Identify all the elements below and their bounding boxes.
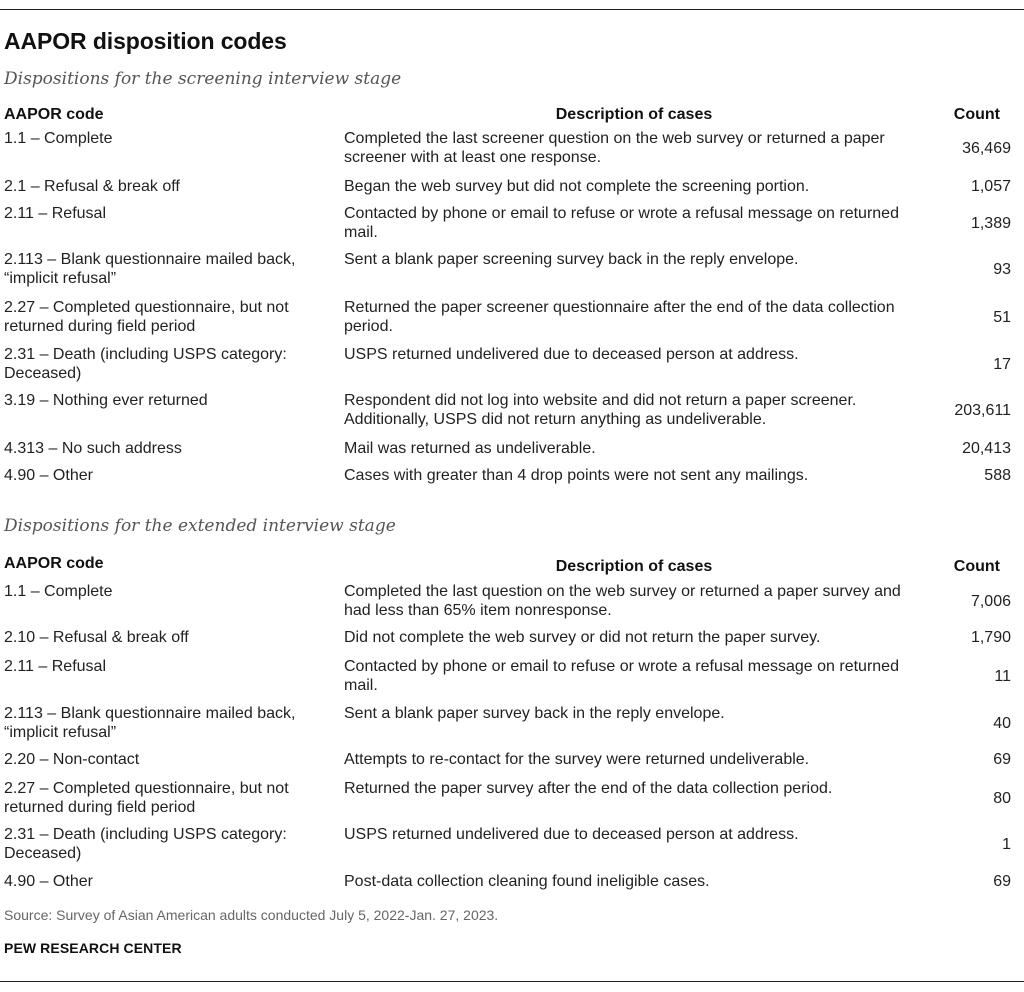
count-cell: 93 bbox=[993, 261, 1011, 278]
count-cell: 7,006 bbox=[970, 593, 1011, 610]
code-cell: 2.11 – Refusal bbox=[4, 658, 106, 675]
description-cell: Cases with greater than 4 drop points were not sent any mailings. bbox=[344, 467, 809, 484]
description-cell: Did not complete the web survey or did not return the paper survey. bbox=[344, 629, 821, 646]
description-cell: Returned the paper survey after the end of the data collection period. bbox=[344, 780, 833, 797]
count-cell: 17 bbox=[993, 356, 1011, 373]
code-cell: 2.31 – Death (including USPS category: Deceased) bbox=[4, 826, 287, 862]
description-cell: Attempts to re-contact for the survey were returned undeliverable. bbox=[344, 751, 810, 768]
screening-header-code: AAPOR code bbox=[4, 106, 104, 123]
extended-header-count: Count bbox=[953, 558, 1000, 575]
screening-header-description: Description of cases bbox=[555, 106, 713, 123]
description-cell: Returned the paper screener questionnaire after the end of the data collection period. bbox=[344, 299, 895, 335]
count-cell: 1,057 bbox=[970, 178, 1011, 195]
code-cell: 2.20 – Non-contact bbox=[4, 751, 140, 768]
description-cell: Began the web survey but did not complete the screening portion. bbox=[344, 178, 810, 195]
screening-header-count: Count bbox=[953, 106, 1000, 123]
extended-header-code: AAPOR code bbox=[4, 555, 104, 572]
code-cell: 4.90 – Other bbox=[4, 873, 93, 890]
count-cell: 1,389 bbox=[970, 215, 1011, 232]
bottom-rule bbox=[0, 981, 1024, 982]
extended-header-description: Description of cases bbox=[555, 558, 713, 575]
description-cell: USPS returned undelivered due to deceased person at address. bbox=[344, 346, 799, 363]
brand-logo-text: PEW RESEARCH CENTER bbox=[4, 940, 182, 956]
description-cell: USPS returned undelivered due to deceased person at address. bbox=[344, 826, 799, 843]
top-rule bbox=[0, 9, 1024, 10]
code-cell: 2.27 – Completed questionnaire, but not returned during field period bbox=[4, 780, 289, 816]
description-cell: Contacted by phone or email to refuse or wrote a refusal message on returned mail. bbox=[344, 658, 899, 694]
description-cell: Contacted by phone or email to refuse or wrote a refusal message on returned mail. bbox=[344, 205, 899, 241]
count-cell: 80 bbox=[993, 790, 1011, 807]
code-cell: 2.31 – Death (including USPS category: Deceased) bbox=[4, 346, 287, 382]
count-cell: 36,469 bbox=[962, 140, 1011, 157]
count-cell: 51 bbox=[993, 309, 1011, 326]
code-cell: 4.90 – Other bbox=[4, 467, 93, 484]
code-cell: 1.1 – Complete bbox=[4, 130, 113, 147]
count-cell: 588 bbox=[984, 467, 1011, 484]
code-cell: 1.1 – Complete bbox=[4, 583, 113, 600]
description-cell: Sent a blank paper screening survey back in the reply envelope. bbox=[344, 251, 799, 268]
count-cell: 20,413 bbox=[962, 440, 1011, 457]
description-cell: Completed the last question on the web survey or returned a paper survey and had less than 65% item nonresponse. bbox=[344, 583, 901, 619]
page-title: AAPOR disposition codes bbox=[4, 28, 287, 54]
count-cell: 11 bbox=[994, 668, 1011, 685]
count-cell: 1 bbox=[1002, 836, 1011, 853]
extended-subtitle: Dispositions for the extended interview stage bbox=[4, 516, 396, 536]
count-cell: 69 bbox=[993, 873, 1011, 890]
code-cell: 2.10 – Refusal & break off bbox=[4, 629, 189, 646]
code-cell: 3.19 – Nothing ever returned bbox=[4, 392, 208, 409]
code-cell: 2.1 – Refusal & break off bbox=[4, 178, 180, 195]
code-cell: 2.11 – Refusal bbox=[4, 205, 106, 222]
description-cell: Sent a blank paper survey back in the reply envelope. bbox=[344, 705, 725, 722]
count-cell: 203,611 bbox=[954, 402, 1011, 419]
code-cell: 4.313 – No such address bbox=[4, 440, 182, 457]
description-cell: Post-data collection cleaning found ineligible cases. bbox=[344, 873, 710, 890]
description-cell: Respondent did not log into website and did not return a paper screener. Additionally, USPS did not return anything as undeliverable. bbox=[344, 392, 857, 428]
code-cell: 2.27 – Completed questionnaire, but not returned during field period bbox=[4, 299, 289, 335]
count-cell: 69 bbox=[993, 751, 1011, 768]
count-cell: 40 bbox=[993, 715, 1011, 732]
description-cell: Mail was returned as undeliverable. bbox=[344, 440, 596, 457]
code-cell: 2.113 – Blank questionnaire mailed back, “implicit refusal” bbox=[4, 251, 296, 287]
screening-subtitle: Dispositions for the screening interview stage bbox=[4, 69, 402, 89]
code-cell: 2.113 – Blank questionnaire mailed back, “implicit refusal” bbox=[4, 705, 296, 741]
count-cell: 1,790 bbox=[970, 629, 1011, 646]
source-note: Source: Survey of Asian American adults conducted July 5, 2022-Jan. 27, 2023. bbox=[4, 907, 499, 923]
description-cell: Completed the last screener question on the web survey or returned a paper screener with at least one response. bbox=[344, 130, 885, 166]
